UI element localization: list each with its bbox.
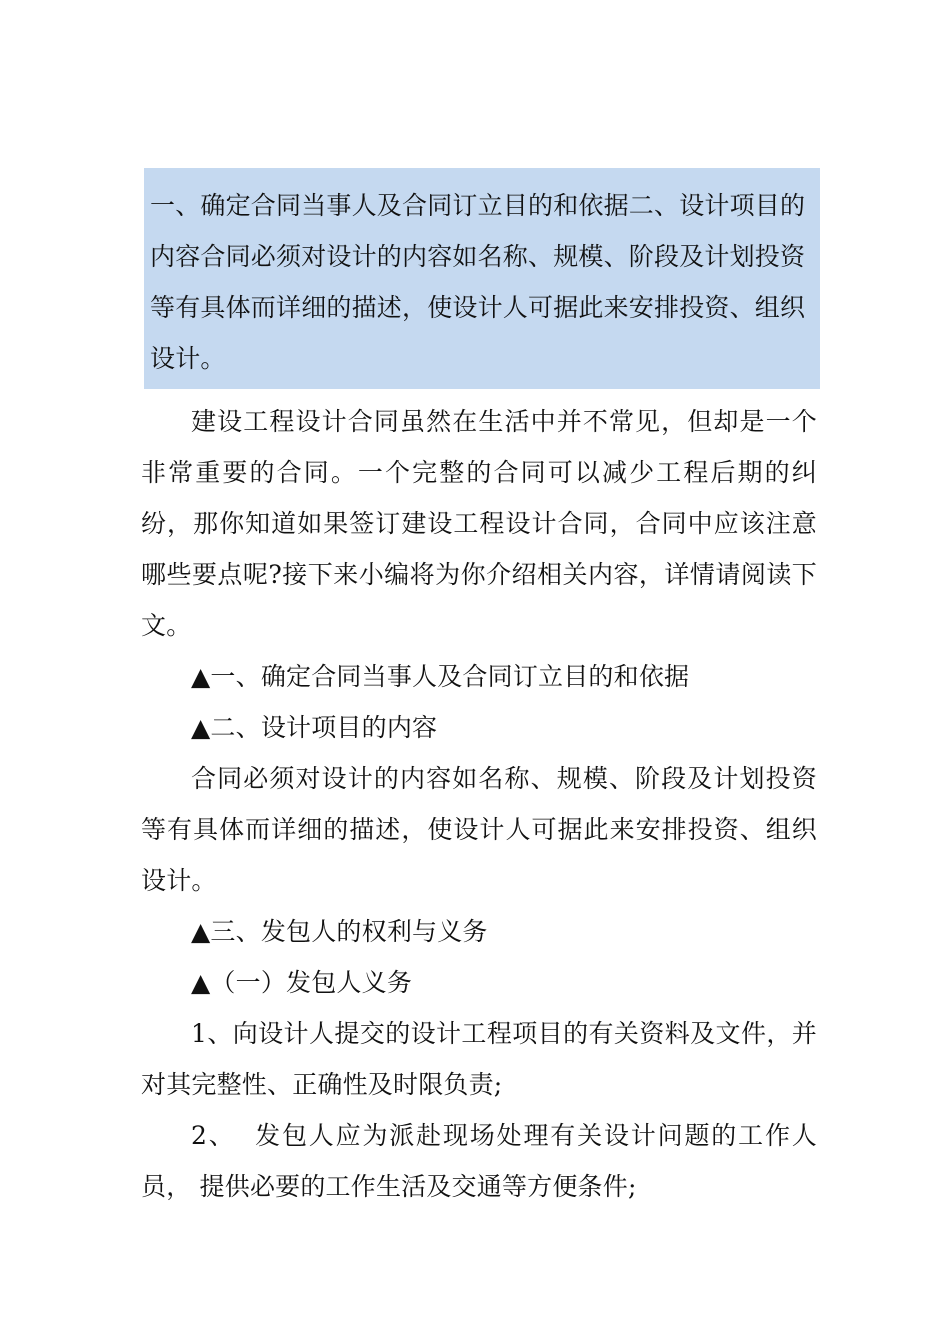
subsection-heading-1: ▲（一）发包人义务 [191,968,413,997]
section-heading-1: ▲一、确定合同当事人及合同订立目的和依据 [191,662,690,691]
highlighted-summary-box [144,168,820,389]
list-item-1: 1、向设计人提交的设计工程项目的有关资料及文件，并对其完整性、正确性及时限负责; [141,1019,817,1099]
summary-text: 一、确定合同当事人及合同订立目的和依据二、设计项目的内容合同必须对设计的内容如名称、规模、阶段及计划投资等有具体而详细的描述，使设计人可据此来安排投资、组织设计。 [150,191,806,373]
section-2-paragraph: 合同必须对设计的内容如名称、规模、阶段及计划投资等有具体而详细的描述，使设计人可据此来安排投资、组织设计。 [141,764,817,895]
intro-paragraph: 建设工程设计合同虽然在生活中并不常见，但却是一个非常重要的合同。一个完整的合同可以减少工程后期的纠纷，那你知道如果签订建设工程设计合同，合同中应该注意哪些要点呢?接下来小编将为你介绍相关内容，详情请阅读下文。 [141,407,817,640]
list-item-2: 2、 发包人应为派赴现场处理有关设计问题的工作人员， 提供必要的工作生活及交通等方便条件; [141,1121,817,1201]
section-heading-3: ▲三、发包人的权利与义务 [191,917,488,946]
section-heading-2: ▲二、设计项目的内容 [191,713,438,742]
document-body [141,396,817,1212]
